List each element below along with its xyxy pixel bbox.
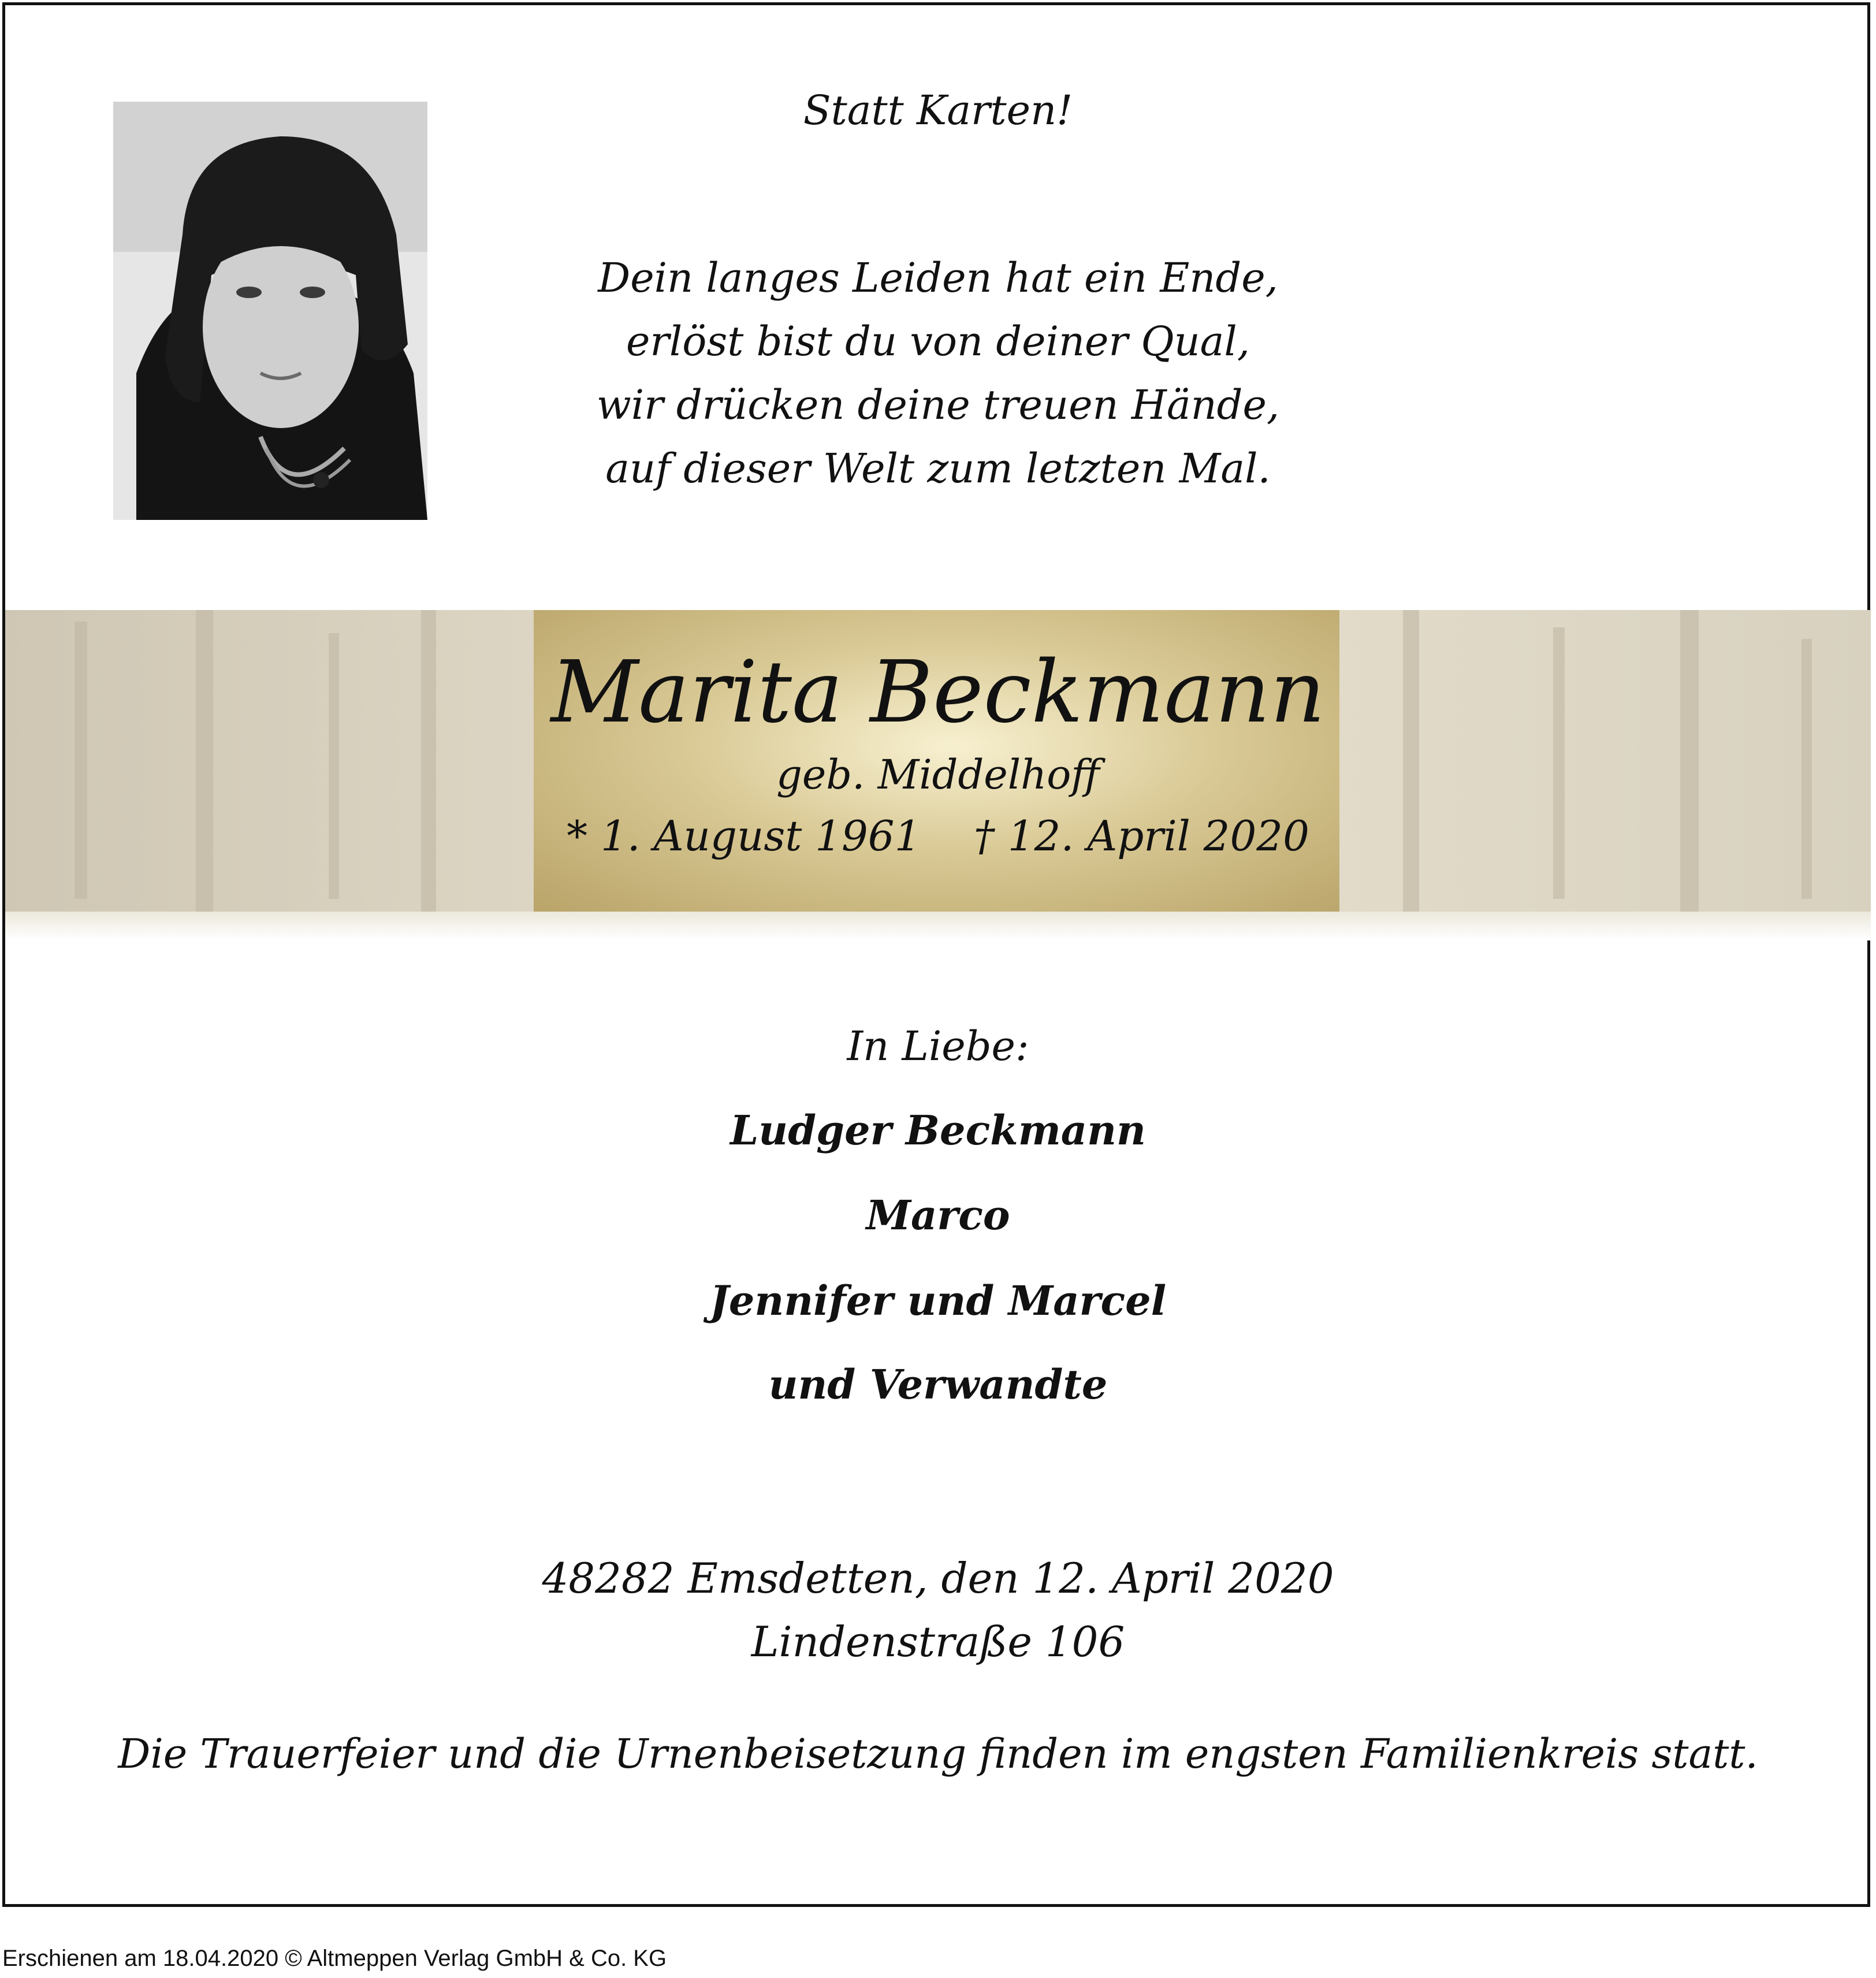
place-and-date: 48282 Emsdetten, den 12. April 2020 — [542, 1554, 1334, 1603]
poem-line: wir drücken deine treuen Hände, — [596, 381, 1280, 429]
birth-name: geb. Middelhoff — [776, 751, 1100, 798]
heading-statt-karten: Statt Karten! — [803, 87, 1073, 134]
publication-footer: Erschienen am 18.04.2020 © Altmeppen Verlag GmbH & Co. KG — [2, 1946, 667, 1971]
mourner-name: Jennifer und Marcel — [709, 1277, 1167, 1325]
poem-line: erlöst bist du von deiner Qual, — [626, 318, 1250, 365]
mourner-name: Marco — [866, 1191, 1010, 1239]
funeral-note: Die Trauerfeier und die Urnenbeisetzung finden im engsten Familienkreis statt. — [118, 1730, 1758, 1778]
poem-line: auf dieser Welt zum letzten Mal. — [605, 445, 1271, 492]
life-dates: * 1. August 1961 † 12. April 2020 — [567, 812, 1309, 860]
poem-line: Dein langes Leiden hat ein Ende, — [598, 254, 1278, 302]
mourners-intro: In Liebe: — [847, 1023, 1029, 1070]
banner-fade — [5, 912, 1871, 940]
mourner-name: Ludger Beckmann — [730, 1106, 1146, 1154]
deceased-name: Marita Beckmann — [550, 642, 1326, 742]
mourner-name: und Verwandte — [768, 1360, 1108, 1408]
street-address: Lindenstraße 106 — [751, 1618, 1125, 1666]
poem — [0, 246, 1876, 500]
